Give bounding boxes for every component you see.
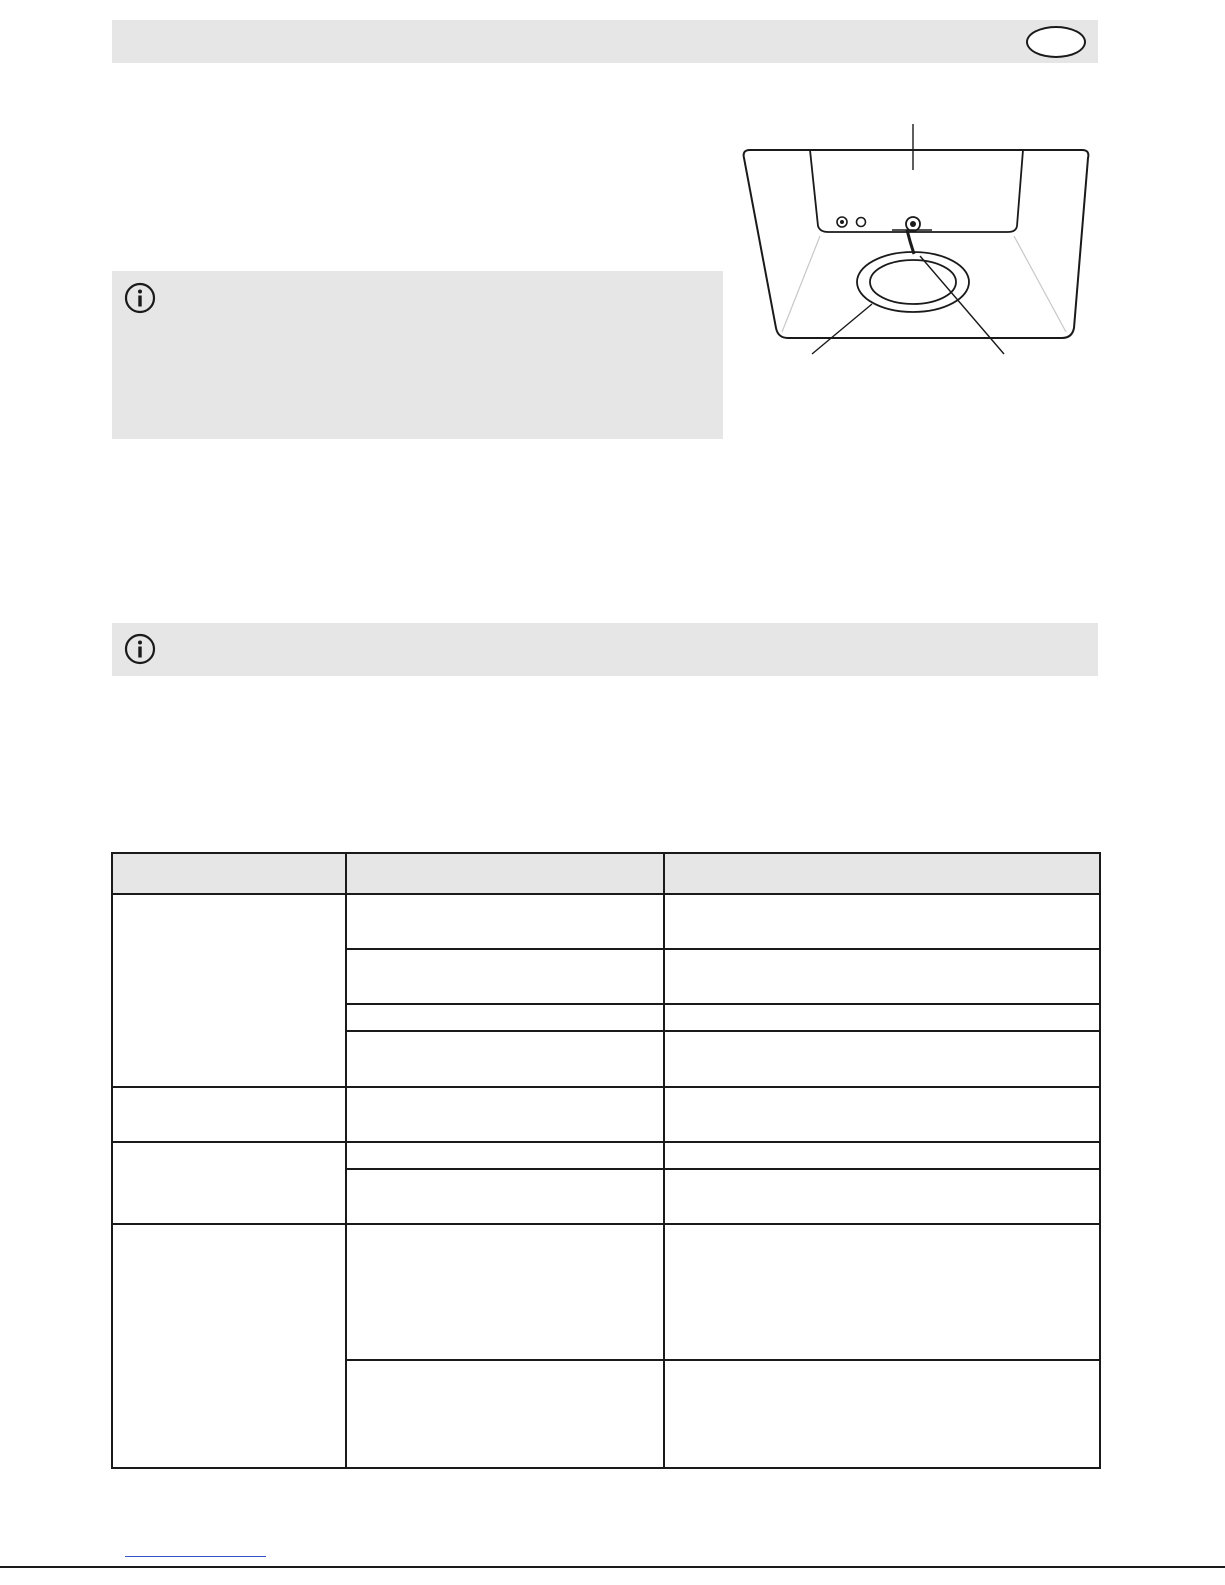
cause-cell [346, 1224, 664, 1360]
table-row [112, 1087, 1100, 1142]
remedy-cell [664, 894, 1100, 949]
control-knob-2 [857, 218, 866, 227]
callout-line-right [920, 256, 1004, 354]
table-header-cell [112, 853, 346, 894]
cause-cell [346, 1169, 664, 1224]
cause-cell [346, 949, 664, 1004]
troubleshooting-table [111, 852, 1101, 1469]
remedy-cell [664, 1142, 1100, 1170]
table-header-cell [346, 853, 664, 894]
range-hood-illustration [732, 118, 1102, 368]
table-row [112, 894, 1100, 949]
table-row [112, 1224, 1100, 1360]
info-note-2 [112, 623, 1098, 676]
symptom-cell [112, 1087, 346, 1142]
cause-cell [346, 894, 664, 949]
chimney-panel [810, 150, 1023, 232]
cause-cell [346, 1360, 664, 1468]
footer-rule [0, 1566, 1225, 1568]
table-header-cell [664, 853, 1100, 894]
hood-outline [744, 150, 1089, 338]
footer-link-underline[interactable] [125, 1556, 266, 1557]
callout-line-left [812, 304, 872, 354]
remedy-cell [664, 1087, 1100, 1142]
hood-diagram [732, 118, 1102, 368]
exhaust-ring-outer [857, 252, 969, 312]
remedy-cell [664, 1004, 1100, 1032]
table-row [112, 1142, 1100, 1170]
symptom-cell [112, 894, 346, 1087]
info-icon [124, 633, 156, 665]
symptom-cell [112, 1224, 346, 1468]
info-icon [124, 282, 156, 314]
page-header-bar [112, 20, 1098, 63]
table-header-row [112, 853, 1100, 894]
remedy-cell [664, 1169, 1100, 1224]
remedy-cell [664, 949, 1100, 1004]
remedy-cell [664, 1031, 1100, 1086]
language-badge [1026, 26, 1086, 58]
cause-cell [346, 1142, 664, 1170]
remedy-cell [664, 1360, 1100, 1468]
cause-cell [346, 1087, 664, 1142]
cause-cell [346, 1031, 664, 1086]
info-note-1 [112, 271, 723, 439]
remedy-cell [664, 1224, 1100, 1360]
cause-cell [346, 1004, 664, 1032]
symptom-cell [112, 1142, 346, 1225]
